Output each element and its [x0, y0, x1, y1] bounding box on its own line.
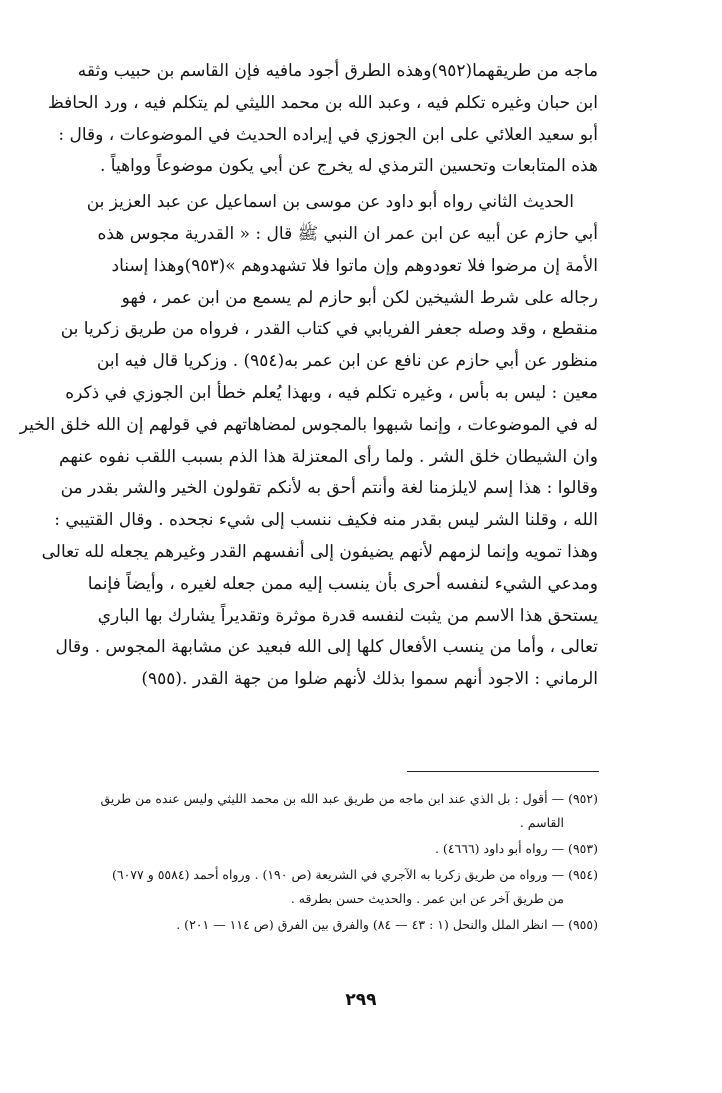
footnote-952-continued: القاسم .: [519, 815, 564, 830]
main-text: [19, 56, 598, 696]
footnote-952: (٩٥٢) — أقول : بل الذي عند ابن ماجه من طريق عبد الله بن محمد الليثي وليس عنده من طريق: [100, 791, 598, 806]
text-line: أبي حازم عن أبيه عن ابن عمر ان النبي ﷺ قال : « القدرية مجوس هذه: [97, 223, 598, 244]
text-line: ابن حبان وغيره تكلم فيه ، وعبد الله بن محمد الليثي لم يتكلم فيه ، ورد الحافظ: [48, 92, 598, 113]
text-line: الرماني : الاجود أنهم سموا بذلك لأنهم ضلوا من جهة القدر .(٩٥٥): [141, 669, 598, 690]
footnote-953: (٩٥٣) — رواه أبو داود (٤٦٦٦) .: [434, 841, 598, 856]
text-line: تعالى ، وأما من ينسب الأفعال كلها إلى الله فبعيد عن مشابهة المجوس . وقال: [55, 637, 598, 658]
text-line: وان الشيطان خلق الشر . ولما رأى المعتزلة هذا الذم بسبب اللقب نفوه عنهم: [59, 446, 598, 467]
text-line: ماجه من طريقهما(٩٥٢)وهذه الطرق أجود مافيه فإن القاسم بن حبيب وثقه: [77, 61, 598, 81]
text-line: يستحق هذا الاسم من يثبت لنفسه قدرة موثرة وتقديراً يشارك بها الباري: [97, 605, 598, 626]
text-line: منظور عن أبي حازم عن نافع عن ابن عمر به(٩٥٤) . وزكريا قال فيه ابن: [96, 351, 598, 372]
text-line: وقالوا : هذا إسم لايلزمنا لغة وأنتم أحق به لأنكم تقولون الخير والشر بقدر من: [60, 478, 598, 499]
page-number: ٢٩٩: [345, 990, 377, 1010]
text-line: هذه المتابعات وتحسين الترمذي له يخرج عن أبي يكون موضوعاً وواهياً .: [100, 156, 598, 177]
text-line: رجاله على شرط الشيخين لكن أبو حازم لم يسمع من ابن عمر ، فهو: [121, 287, 598, 308]
text-line: الأمة إن مرضوا فلا تعودوهم وإن ماتوا فلا تشهدوهم »(٩٥٣)وهذا إسناد: [111, 255, 598, 276]
footnotes: [100, 786, 598, 938]
text-line: الحديث الثاني رواه أبو داود عن موسى بن اسماعيل عن عبد العزيز بن: [86, 192, 574, 213]
footnote-954-continued: من طريق آخر عن ابن عمر . والحديث حسن بطرقه .: [290, 891, 564, 906]
text-line: له في الموضوعات ، وإنما شبهوا بالمجوس لمضاهاتهم في قولهم إن الله خلق الخير: [19, 414, 598, 435]
text-line: الله ، وقلنا الشر ليس بقدر منه فكيف ننسب إلى شيء نجحده . وقال القتيبي :: [54, 510, 598, 531]
text-line: ومدعي الشيء لنفسه أحرى بأن ينسب إليه ممن جعله لغيره ، وأيضاً فإنما: [87, 573, 598, 594]
text-line: وهذا تمويه وإنما لزمهم لأنهم يضيفون إلى أنفسهم القدر وغيرهم يجعله لله تعالى: [41, 541, 598, 562]
text-line: منقطع ، وقد وصله جعفر الفريابي في كتاب القدر ، فرواه من طريق زكريا بن: [60, 319, 598, 340]
text-line: أبو سعيد العلائي على ابن الجوزي في إيراده الحديث في الموضوعات ، وقال :: [58, 124, 598, 145]
footnote-divider: [407, 771, 599, 772]
footnote-954: (٩٥٤) — ورواه من طريق زكريا به الآجري في الشريعة (ص ١٩٠) . ورواه أحمد (٥٥٨٤ و ٦٠٧٧): [111, 867, 598, 882]
text-line: معين : ليس به بأس ، وغيره تكلم فيه ، وبهذا يُعلم خطأ ابن الجوزي في ذكره: [65, 382, 598, 403]
footnote-955: (٩٥٥) — انظر الملل والنحل (١ : ٤٣ — ٨٤) والفرق بين الفرق (ص ١١٤ — ٢٠١) .: [176, 917, 598, 932]
